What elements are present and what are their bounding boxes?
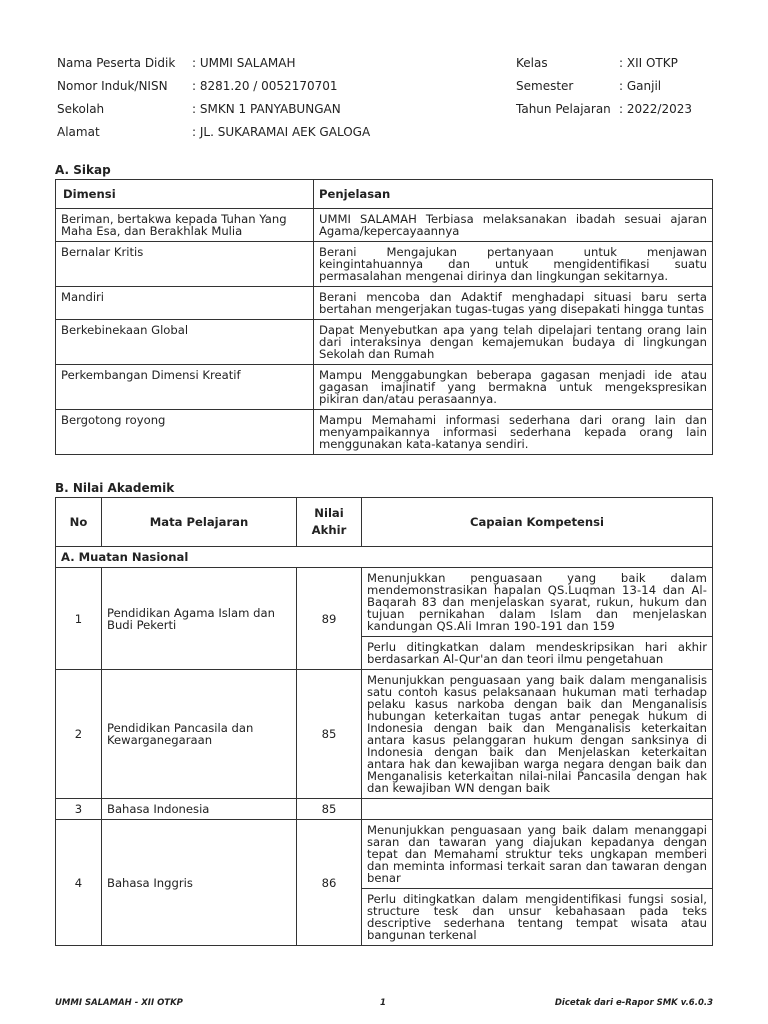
sikap-table bbox=[55, 179, 713, 455]
dimensi-cell: Perkembangan Dimensi Kreatif bbox=[56, 365, 314, 410]
subject-no: 2 bbox=[56, 670, 102, 799]
header-nilai: Nilai Akhir bbox=[297, 498, 362, 547]
capaian-cell: Perlu ditingkatkan dalam mendeskripsikan hari akhir berdasarkan Al-Qur'an dan teori ilmu pengetahuan bbox=[362, 637, 713, 670]
table-row bbox=[56, 209, 713, 242]
table-row bbox=[56, 670, 713, 799]
capaian-cell: Menunjukkan penguasaan yang baik dalam menganalisis satu contoh kasus pelaksanaan hukuman mati terhadap pelaku kasus narkoba dengan baik dan Menganalisis hubungan keterkaitan tugas antar penegak hukum di Indonesia dengan baik dan Menganalisis keterkaitan antara kasus pelanggaran hukum dengan sanksinya di Indonesia dengan baik dan Menjelaskan keterkaitan antara hak dan kewajiban warga negara dengan baik dan Menganalisis keterkaitan nilai-nilai Pancasila dengan hak dan kewajiban WN dengan baik bbox=[362, 670, 713, 799]
header-mapel: Mata Pelajaran bbox=[102, 498, 297, 547]
group-label: A. Muatan Nasional bbox=[56, 547, 713, 568]
info-value: : SMKN 1 PANYABUNGAN bbox=[192, 102, 341, 116]
info-value: : XII OTKP bbox=[619, 56, 678, 70]
table-row bbox=[56, 568, 713, 637]
info-value: : 8281.20 / 0052170701 bbox=[192, 79, 338, 93]
student-info bbox=[57, 56, 717, 148]
penjelasan-cell: UMMI SALAMAH Terbiasa melaksanakan ibadah sesuai ajaran Agama/kepercayaannya bbox=[314, 209, 713, 242]
table-row bbox=[56, 287, 713, 320]
subject-name: Pendidikan Pancasila dan Kewarganegaraan bbox=[102, 670, 297, 799]
info-label: Nomor Induk/NISN bbox=[57, 79, 168, 93]
section-title-nilai: B. Nilai Akademik bbox=[55, 481, 175, 495]
capaian-cell bbox=[362, 799, 713, 820]
subject-no: 3 bbox=[56, 799, 102, 820]
dimensi-cell: Berkebinekaan Global bbox=[56, 320, 314, 365]
info-row bbox=[57, 125, 717, 148]
info-label: Kelas bbox=[516, 56, 548, 70]
table-row bbox=[56, 799, 713, 820]
capaian-cell: Menunjukkan penguasaan yang baik dalam mendemonstrasikan hapalan QS.Luqman 13-14 dan Al-Baqarah 83 dan menjelaskan syarat, rukun, hukum dan tujuan pernikahan dalam Islam dan menjelaskan kandungan QS.Ali Imran 190-191 dan 159 bbox=[362, 568, 713, 637]
dimensi-cell: Bernalar Kritis bbox=[56, 242, 314, 287]
capaian-cell: Menunjukkan penguasaan yang baik dalam menanggapi saran dan tawaran yang diajukan kepadanya dengan tepat dan Memahami struktur teks ungkapan memberi dan meminta informasi terkait saran dan tawaran dengan benar bbox=[362, 820, 713, 889]
info-value: : 2022/2023 bbox=[619, 102, 692, 116]
table-row bbox=[56, 365, 713, 410]
info-label: Sekolah bbox=[57, 102, 105, 116]
subject-score: 89 bbox=[297, 568, 362, 670]
info-row bbox=[57, 56, 717, 79]
penjelasan-cell: Dapat Menyebutkan apa yang telah dipelajari tentang orang lain dari interaksinya dengan kemajemukan budaya di lingkungan Sekolah dan Rumah bbox=[314, 320, 713, 365]
footer-page-number: 1 bbox=[380, 998, 386, 1008]
subject-no: 4 bbox=[56, 820, 102, 946]
table-header-row bbox=[56, 498, 713, 547]
header-no: No bbox=[56, 498, 102, 547]
nilai-table bbox=[55, 497, 713, 946]
subject-name: Bahasa Indonesia bbox=[102, 799, 297, 820]
info-label: Semester bbox=[516, 79, 574, 93]
subject-score: 85 bbox=[297, 799, 362, 820]
dimensi-cell: Mandiri bbox=[56, 287, 314, 320]
info-value: : UMMI SALAMAH bbox=[192, 56, 296, 70]
header-dimensi: Dimensi bbox=[56, 180, 314, 209]
penjelasan-cell: Berani Mengajukan pertanyaan untuk menjawan keingintahuannya dan untuk mengidentifikasi suatu permasalahan mengenai dirinya dan lingkungan sekitarnya. bbox=[314, 242, 713, 287]
penjelasan-cell: Mampu Menggabungkan beberapa gagasan menjadi ide atau gagasan imajinatif yang bermakna untuk mengekspresikan pikiran dan/atau perasaannya. bbox=[314, 365, 713, 410]
table-row bbox=[56, 242, 713, 287]
dimensi-cell: Beriman, bertakwa kepada Tuhan Yang Maha Esa, dan Berakhlak Mulia bbox=[56, 209, 314, 242]
penjelasan-cell: Mampu Memahami informasi sederhana dari orang lain dan menyampaikannya informasi sederhana kepada orang lain menggunakan kata-katanya sendiri. bbox=[314, 410, 713, 455]
subject-name: Bahasa Inggris bbox=[102, 820, 297, 946]
info-row bbox=[57, 79, 717, 102]
header-capaian: Capaian Kompetensi bbox=[362, 498, 713, 547]
subject-no: 1 bbox=[56, 568, 102, 670]
table-header-row bbox=[56, 180, 713, 209]
subject-name: Pendidikan Agama Islam dan Budi Pekerti bbox=[102, 568, 297, 670]
table-row bbox=[56, 320, 713, 365]
info-value: : Ganjil bbox=[619, 79, 662, 93]
group-row bbox=[56, 547, 713, 568]
table-row bbox=[56, 820, 713, 889]
footer-printed-by: Dicetak dari e-Rapor SMK v.6.0.3 bbox=[554, 998, 713, 1008]
info-label: Alamat bbox=[57, 125, 100, 139]
subject-score: 85 bbox=[297, 670, 362, 799]
dimensi-cell: Bergotong royong bbox=[56, 410, 314, 455]
info-label: Nama Peserta Didik bbox=[57, 56, 176, 70]
penjelasan-cell: Berani mencoba dan Adaktif menghadapi situasi baru serta bertahan mengerjakan tugas-tugas yang disepakati hingga tuntas bbox=[314, 287, 713, 320]
info-row bbox=[57, 102, 717, 125]
footer-student: UMMI SALAMAH - XII OTKP bbox=[55, 998, 183, 1008]
table-row bbox=[56, 410, 713, 455]
info-value: : JL. SUKARAMAI AEK GALOGA bbox=[192, 125, 371, 139]
capaian-cell: Perlu ditingkatkan dalam mengidentifikasi fungsi sosial, structure tesk dan unsur kebahasaan pada teks descriptive sederhana tentang tempat wisata atau bangunan terkenal bbox=[362, 889, 713, 946]
info-label: Tahun Pelajaran bbox=[516, 102, 611, 116]
subject-score: 86 bbox=[297, 820, 362, 946]
section-title-sikap: A. Sikap bbox=[55, 163, 111, 177]
header-penjelasan: Penjelasan bbox=[314, 180, 713, 209]
